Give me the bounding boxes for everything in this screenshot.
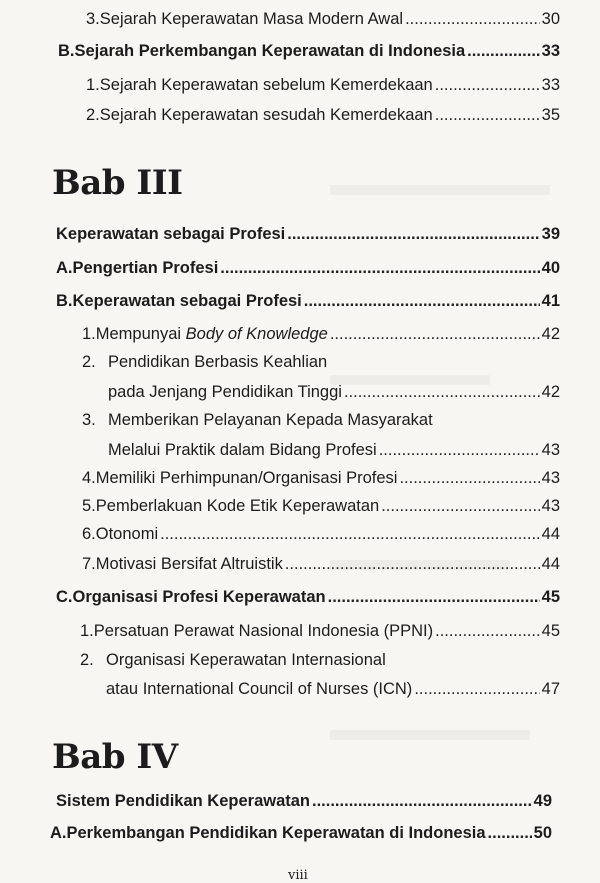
entry-number: 1. [86,76,100,94]
leader-dots [330,324,540,344]
entry-page: 47 [541,680,560,698]
leader-dots [287,224,539,244]
entry-title: Sejarah Keperawatan sebelum Kemerdekaan [99,76,433,94]
chapter-heading: Bab IV [52,737,178,777]
toc-entry-line2 [106,679,560,699]
entry-title: Motivasi Bersifat Altruistik [95,555,283,573]
title-prefix: Mempunyai [95,325,186,343]
leader-dots [304,291,540,311]
toc-chapter-entry [56,791,552,811]
leader-dots [312,791,532,811]
section-letter: B. [56,292,73,310]
entry-title-line2: pada Jenjang Pendidikan Tinggi [108,383,342,401]
show-through [330,185,550,195]
entry-number: 3. [82,411,96,429]
leader-dots [379,440,540,460]
toc-section-entry [56,291,560,311]
entry-number: 3. [86,10,100,28]
entry-title: Sejarah Perkembangan Keperawatan di Indonesia [74,42,466,60]
entry-title-line1: Memberikan Pelayanan Kepada Masyarakat [108,411,433,429]
entry-title: Pengertian Profesi [72,259,219,277]
entry-number: 7. [82,555,96,573]
toc-entry-line2 [108,382,560,402]
page-number: viii [288,868,308,883]
toc-entry-line1 [82,410,560,430]
leader-dots [285,554,540,574]
entry-page: 43 [541,469,560,487]
leader-dots [160,524,540,544]
section-letter: A. [50,824,67,842]
entry-title: Sejarah Keperawatan sesudah Kemerdekaan [99,106,433,124]
leader-dots [435,105,540,125]
entry-page: 43 [541,497,560,515]
entry-page: 44 [541,555,560,573]
entry-page: 35 [541,106,560,124]
entry-title: Persatuan Perawat Nasional Indonesia (PPNI) [93,622,434,640]
entry-page: 50 [533,824,552,842]
leader-dots [220,258,539,278]
section-letter: A. [56,259,73,277]
entry-number: 6. [82,525,96,543]
entry-title: Organisasi Profesi Keperawatan [72,588,326,606]
entry-title-line1: Pendidikan Berbasis Keahlian [108,353,328,371]
entry-page: 49 [533,792,552,810]
entry-number: 2. [80,651,94,669]
entry-page: 42 [541,383,560,401]
entry-title: Perkembangan Pendidikan Keperawatan di Indonesia [66,824,486,842]
entry-title-line1: Organisasi Keperawatan Internasional [106,651,386,669]
entry-number: 1. [80,622,94,640]
leader-dots [381,496,539,516]
toc-entry [82,496,560,516]
toc-entry [82,524,560,544]
entry-number: 5. [82,497,96,515]
entry-number: 1. [82,325,96,343]
toc-entry-line1 [82,352,560,372]
leader-dots [488,823,532,843]
chapter-title: Keperawatan sebagai Profesi [56,225,286,243]
entry-title: Memiliki Perhimpunan/Organisasi Profesi [95,469,398,487]
entry-page: 45 [541,588,560,606]
leader-dots [405,9,540,29]
leader-dots [328,587,540,607]
toc-entry-line1 [80,650,560,670]
entry-number: 4. [82,469,96,487]
entry-page: 44 [541,525,560,543]
entry-page: 45 [541,622,560,640]
entry-page: 33 [541,76,560,94]
entry-page: 39 [541,225,560,243]
chapter-title: Sistem Pendidikan Keperawatan [56,792,311,810]
toc-entry [80,621,560,641]
toc-entry [82,468,560,488]
entry-title-line2: atau International Council of Nurses (ICN) [106,680,413,698]
leader-dots [435,621,540,641]
entry-number: 2. [86,106,100,124]
entry-title [96,324,328,344]
entry-page: 41 [541,292,560,310]
entry-page: 30 [541,10,560,28]
toc-chapter-entry [56,224,560,244]
toc-section-entry [56,258,560,278]
entry-title: Otonomi [95,525,159,543]
entry-number: 2. [82,353,96,371]
toc-section-entry [56,587,560,607]
entry-title-line2: Melalui Praktik dalam Bidang Profesi [108,441,377,459]
leader-dots [344,382,540,402]
toc-entry [82,554,560,574]
leader-dots [435,75,540,95]
show-through [330,730,530,740]
entry-page: 40 [541,259,560,277]
section-letter: C. [56,588,73,606]
entry-page: 42 [541,325,560,343]
leader-dots [414,679,539,699]
toc-entry [82,324,560,344]
entry-page: 43 [541,441,560,459]
section-letter: B. [58,42,75,60]
leader-dots [399,468,539,488]
entry-title: Sejarah Keperawatan Masa Modern Awal [99,10,404,28]
toc-entry [86,9,560,29]
entry-page: 33 [541,42,560,60]
entry-title: Keperawatan sebagai Profesi [72,292,302,310]
toc-section-entry [58,41,560,61]
toc-entry-line2 [108,440,560,460]
chapter-heading: Bab III [52,163,183,203]
toc-section-entry [50,823,552,843]
leader-dots [467,41,540,61]
toc-entry [86,75,560,95]
entry-title: Pemberlakuan Kode Etik Keperawatan [95,497,380,515]
title-italic: Body of Knowledge [185,325,328,343]
toc-entry [86,105,560,125]
